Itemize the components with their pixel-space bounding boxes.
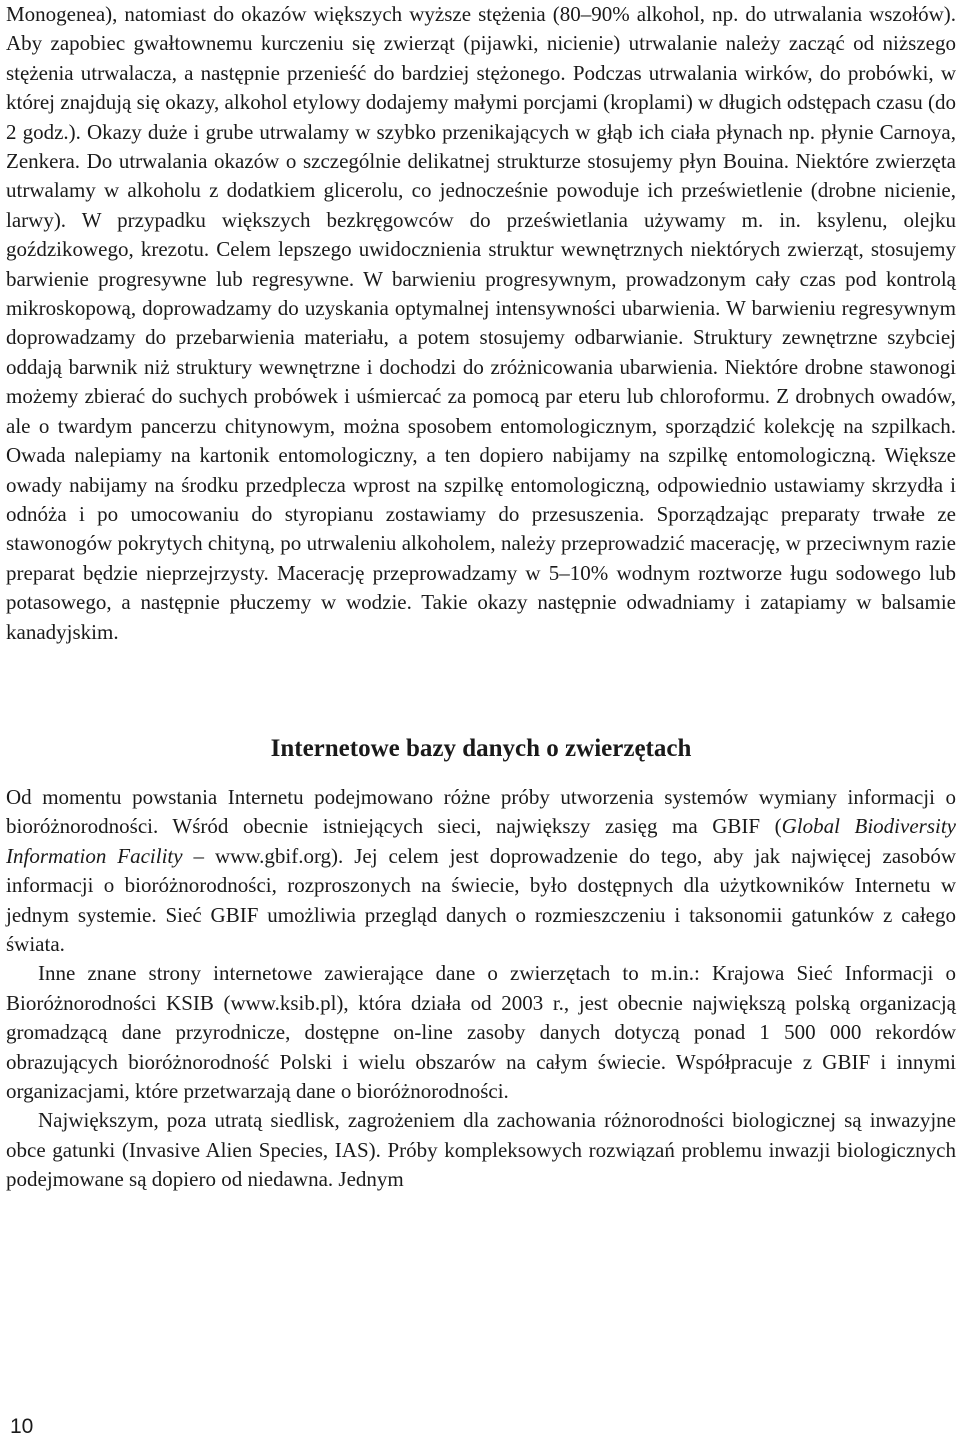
- page-number: 10: [10, 1415, 34, 1438]
- gbif-text-end: – www.gbif.org). Jej celem jest doprowadzenie do tego, aby jak najwięcej zasobów informacji o bioróżnorodności, rozproszonych na świecie, było dostępnych dla użytkowników Internetu w jednym systemie. Sieć GBIF umożliwia przegląd danych o rozmieszczeniu i taksonomii gatunków z całego świata.: [6, 843, 956, 956]
- page-content: [6, 0, 956, 1195]
- paragraph-fixation-methods: Monogenea), natomiast do okazów większych wyższe stężenia (80–90% alkohol, np. do utrwalania wszołów). Aby zapobiec gwałtownemu kurczeniu się zwierząt (pijawki, nicienie) utrwalanie należy zacząć od niższego stężenia utrwalacza, a następnie przenieść do bardziej stężonego. Podczas utrwalania wirków, do probówki, w której znajdują się okazy, alkohol etylowy dodajemy małymi porcjami (kroplami) w długich odstępach czasu (do 2 godz.). Okazy duże i grube utrwalamy w szybko przenikających w głąb ich ciała płynach np. płynie Carnoya, Zenkera. Do utrwalania okazów o szczególnie delikatnej strukturze stosujemy płyn Bouina. Niektóre zwierzęta utrwalamy w alkoholu z dodatkiem glicerolu, co jednocześnie powoduje ich prześwietlenie (drobne nicienie, larwy). W przypadku większych bezkręgowców do prześwietlania używamy m. in. ksylenu, olejku goździkowego, krezotu. Celem lepszego uwidocznienia struktur wewnętrznych niektórych zwierząt, stosujemy barwienie progresywne lub regresywne. W barwieniu progresywnym, prowadzonym cały czas pod kontrolą mikroskopową, doprowadzamy do uzyskania optymalnej intensywności ubarwienia. W barwieniu regresywnym doprowadzamy do przebarwienia materiału, a potem stosujemy odbarwianie. Struktury zewnętrzne szybciej oddają barwnik niż struktury wewnętrzne i dochodzi do zróżnicowania ubarwienia. Niektóre drobne stawonogi możemy zbierać do suchych probówek i uśmiercać za pomocą par eteru lub chloroformu. Z drobnych owadów, ale o twardym pancerzu chitynowym, można sposobem entomologicznym, sporządzić kolekcję na szpilkach. Owada nalepiamy na kartonik entomologiczny, a ten dopiero nabijamy na szpilkę entomologiczną. Większe owady nabijamy na środku przedplecza wprost na szpilkę entomologiczną, odpowiednio ustawiamy skrzydła i odnóża i po umocowaniu do styropianu zostawiamy do przesuszenia. Sporządzając preparaty trwałe ze stawonogów pokrytych chityną, po utrwaleniu alkoholem, należy przeprowadzić macerację, w przeciwnym razie preparat będzie nieprzejrzysty. Macerację przeprowadzamy w 5–10% wodnym roztworze ługu sodowego lub potasowego, a następnie płuczemy w wodzie. Takie okazy następnie odwadniamy i zatapiamy w balsamie kanadyjskim.: [6, 2, 956, 644]
- paragraph-ias: Największym, poza utratą siedlisk, zagrożeniem dla zachowania różnorodności biologicznej są inwazyjne obce gatunki (Invasive Alien Species, IAS). Próby kompleksowych rozwiązań problemu inwazji biologicznych podejmowane są dopiero od niedawna. Jednym: [6, 1108, 956, 1192]
- gbif-full-name: Global Biodiversity Information Facility: [6, 814, 956, 868]
- gbif-text-start: Od momentu powstania Internetu podejmowano różne próby utworzenia systemów wymiany informacji o bioróżnorodności. Wśród obecnie istniejących sieci, największy zasięg ma GBIF (: [6, 784, 956, 839]
- paragraph-ksib: Inne znane strony internetowe zawierające dane o zwierzętach to m.in.: Krajowa Sieć Informacji o Bioróżnorodności KSIB (www.ksib.pl), która działa od 2003 r., jest obecnie największą polską organizacją gromadzącą dane przyrodnicze, dostępne on-line zasoby danych dotyczą ponad 1 500 000 rekordów obrazujących bioróżnorodność Polski i wielu obszarów na całym świecie. Współpracuje z GBIF i innymi organizacjami, które przetwarzają dane o bioróżnorodności.: [6, 961, 956, 1103]
- section-heading: Internetowe bazy danych o zwierzętach: [270, 734, 692, 762]
- paragraph-gbif: [6, 783, 956, 959]
